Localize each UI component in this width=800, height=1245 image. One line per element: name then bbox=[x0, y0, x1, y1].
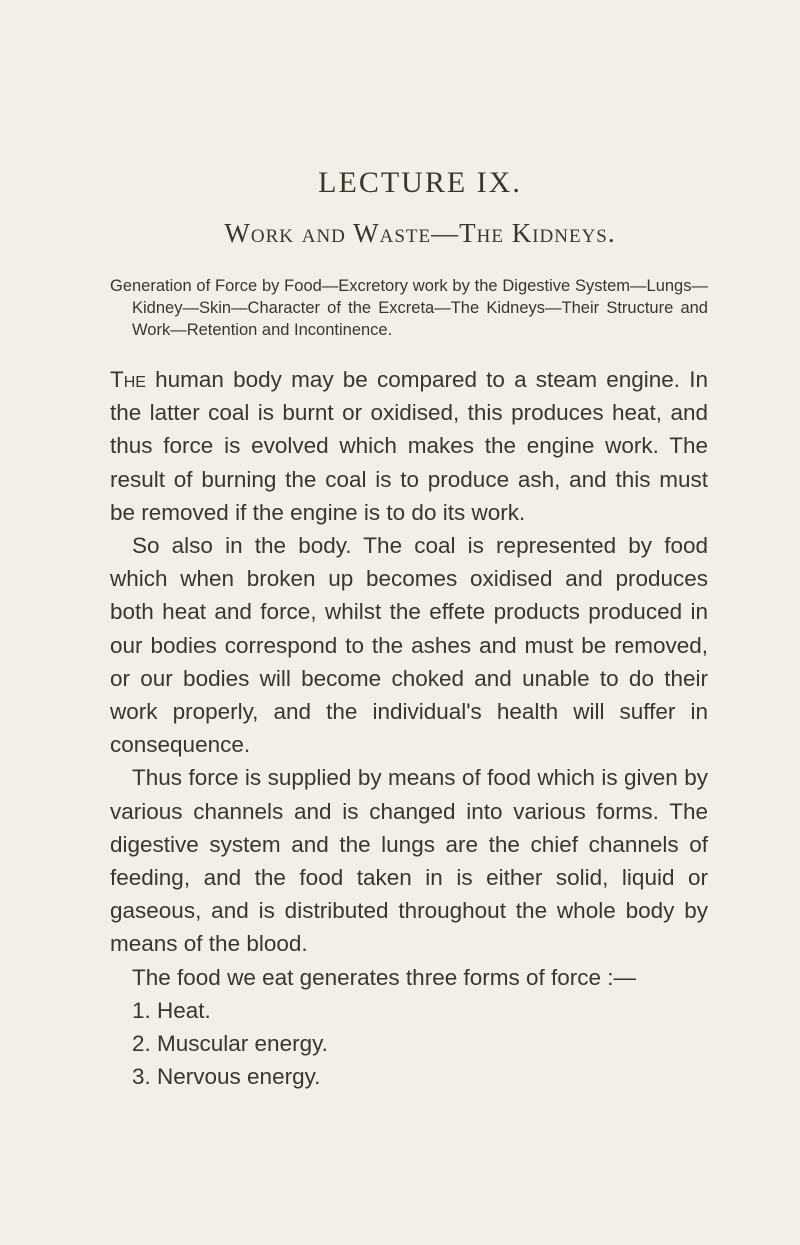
body-text bbox=[110, 363, 708, 1093]
chapter-synopsis: Generation of Force by Food—Excretory work by the Digestive System—Lungs—Kidney—Skin—Character of the Excreta—The Kidneys—Their Structure and Work—Retention and Incontinence. bbox=[110, 277, 708, 339]
paragraph-1-text: human body may be compared to a steam engine. In the latter coal is burnt or oxidised, this produces heat, and thus force is evolved which makes the engine work. The result of burning the coal is to produce ash, and this must be removed if the engine is to do its work. bbox=[110, 367, 708, 525]
lecture-title: LECTURE IX. bbox=[318, 166, 522, 199]
paragraph-3: Thus force is supplied by means of food which is given by various channels and is changed into various forms. The digestive system and the lungs are the chief channels of feeding, and the food taken in is either solid, liquid or gaseous, and is distributed throughout the whole body by means of the blood. bbox=[110, 765, 708, 957]
chapter-title: Work and Waste—The Kidneys. bbox=[224, 218, 616, 248]
list-item: 1. Heat. bbox=[132, 997, 211, 1023]
paragraph-4: The food we eat generates three forms of force :— bbox=[132, 964, 637, 990]
list-item: 2. Muscular energy. bbox=[132, 1031, 328, 1057]
paragraph-1 bbox=[110, 363, 708, 529]
list-item: 3. Nervous energy. bbox=[132, 1064, 321, 1090]
paragraph-2: So also in the body. The coal is represented by food which when broken up becomes oxidised and produces both heat and force, whilst the effete products produced in our bodies correspond to the ashes and must be removed, or our bodies will become choked and unable to do their work properly, and the individual's health will suffer in consequence. bbox=[110, 533, 708, 758]
paragraph-1-lead: The bbox=[110, 367, 146, 392]
forces-list bbox=[110, 994, 708, 1094]
